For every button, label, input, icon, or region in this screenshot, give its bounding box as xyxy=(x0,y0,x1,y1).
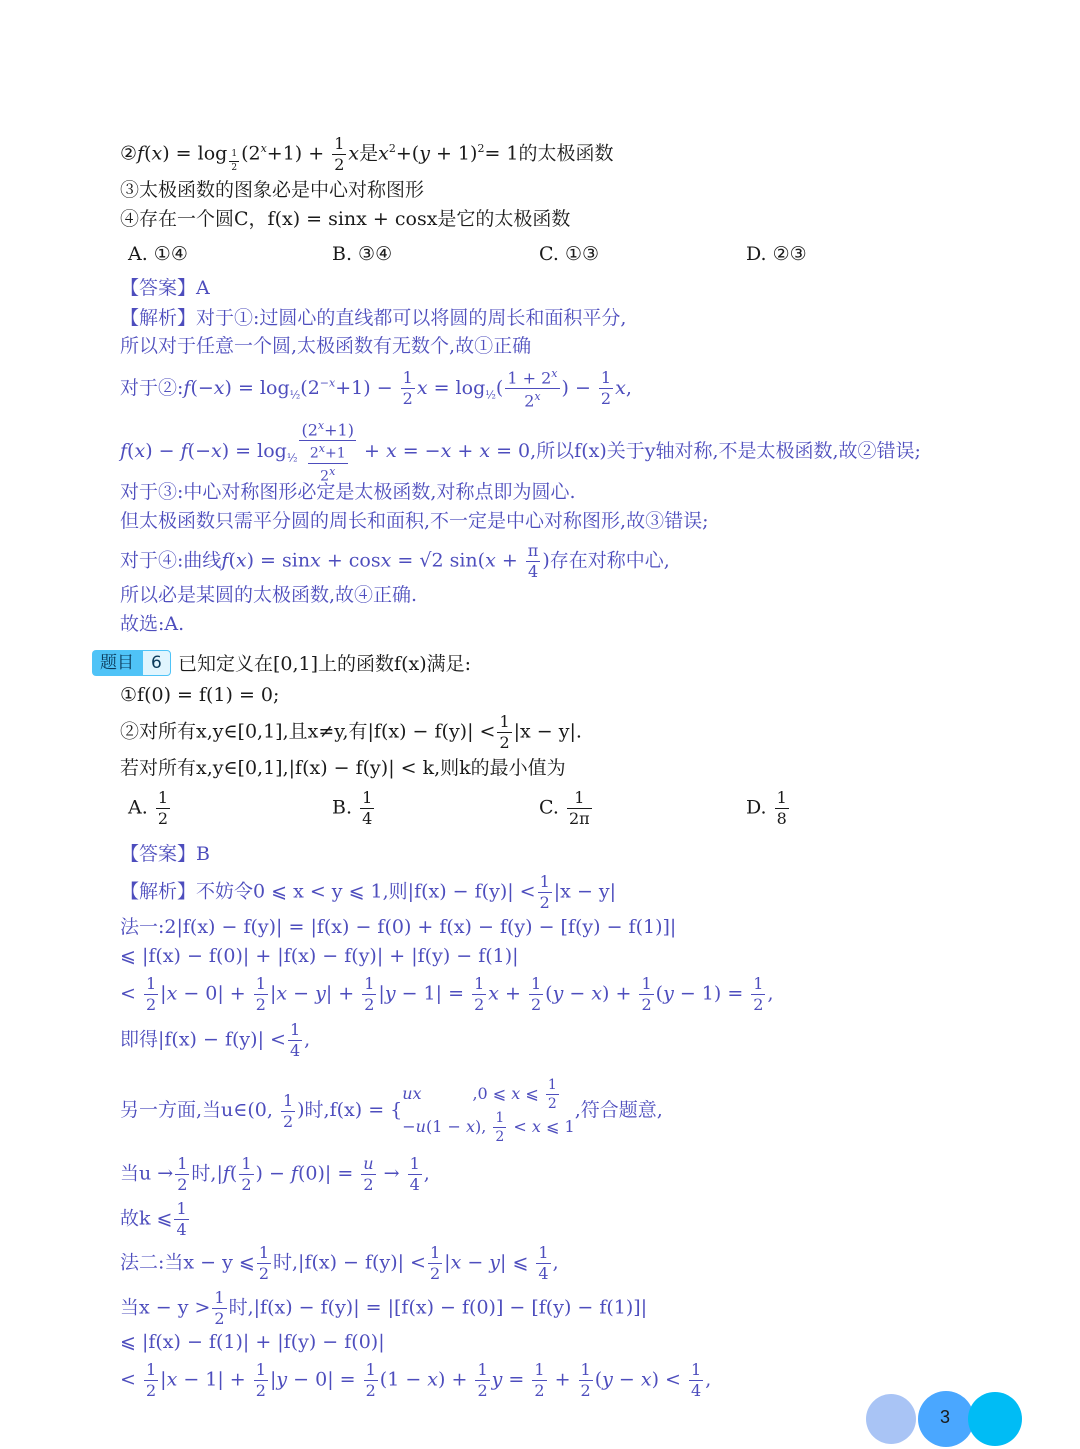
q6-solution-formula: 即得|f(x) − f(y)| < $\frac{1}{4}$ , xyxy=(120,1020,311,1060)
q5-choice-c[interactable]: C. ①③ xyxy=(539,243,600,265)
q6-solution-formula: 当x − y > $\frac{1}{2}$ 时,|f(x) − f(y)| = |[f(x) − f(0)] − [f(y) − f(1)]| xyxy=(120,1288,648,1328)
q5-solution-line: 但太极函数只需平分圆的周长和面积,不一定是中心对称图形,故③错误; xyxy=(120,510,709,532)
page-badge-right-circle xyxy=(968,1392,1022,1446)
q6-solution-formula: 【解析】不妨令0 ⩽ x < y ⩽ 1,则|f(x) − f(y)| < $\frac{1}{2}$ |x − y| xyxy=(120,872,617,912)
q5-statement-3: ③太极函数的图象必是中心对称图形 xyxy=(120,179,425,201)
q6-solution-formula: 法二:当x − y ⩽ $\frac{1}{2}$ 时,|f(x) − f(y)| < $\frac{1}{2}$ |x − y| ⩽ $\frac{1}{4}$ , xyxy=(120,1243,559,1283)
page-badge-left-circle xyxy=(866,1394,916,1444)
q5-solution-formula: 对于④:曲线f(x) = sinx + cosx = √2 sin(x + $\frac{\pi}{4}$ )存在对称中心, xyxy=(120,541,670,581)
page-number: 3 xyxy=(940,1407,951,1427)
q5-solution-line: 所以必是某圆的太极函数,故④正确. xyxy=(120,584,418,606)
q5-statement-2: ②f(x) = log $_{\frac{1}{2}}$ $(2^x+1)$ + $\frac{1}{2}$ x是$x^2+(y + 1)^2= 1$的太极函数 xyxy=(120,134,614,174)
q5-choice-b[interactable]: B. ③④ xyxy=(332,243,393,265)
q6-solution-formula: 当u → $\frac{1}{2}$ 时,|f( $\frac{1}{2}$ ) − f(0)| = $\frac{u}{2}$ → $\frac{1}{4}$ , xyxy=(120,1154,430,1194)
q6-condition-2: ②对所有x,y∈[0,1],且x≠y,有|f(x) − f(y)| < $\frac{1}{2}$ |x − y|. xyxy=(120,712,582,752)
q6-solution-formula: < $\frac{1}{2}$ |x − 0| + $\frac{1}{2}$ |x − y| + $\frac{1}{2}$ |y − 1| = $\frac{1}{2}$ x + $\frac{1}{2}$ (y − x) + $\frac{1}{2}$ (y − 1) = $\frac{1}{2}$ , xyxy=(120,974,774,1014)
question-tag-label: 题目 xyxy=(92,650,142,676)
q5-solution-formula: 对于②:f(−x) = $\log_{\frac{1}{2}}(2^{-x}+1)$ − $\frac{1}{2}$ $x = \log_{\frac{1}{2}}$( $\frac{1 + 2^x}{2^x}$ ) − $\frac{1}{2}$ x, xyxy=(120,367,632,411)
q6-question: 若对所有x,y∈[0,1],|f(x) − f(y)| < k,则k的最小值为 xyxy=(120,757,566,779)
q5-solution-formula: $f(x) - f(-x) = \log_{\frac{1}{2}}$ $\frac{(2^x+1)}{\frac{2^x+1}{2^x}}$ + x = −x + x = 0,所以f(x)关于y轴对称,不是太极函数,故②错误; xyxy=(120,419,921,485)
q6-choice-a[interactable]: A. $\frac{1}{2}$ xyxy=(128,788,168,828)
q5-solution-line: 所以对于任意一个圆,太极函数有无数个,故①正确 xyxy=(120,335,532,357)
question-tag xyxy=(92,650,171,676)
q6-solution-formula: 故k ⩽ $\frac{1}{4}$ xyxy=(120,1199,187,1239)
q5-answer: 【答案】A xyxy=(120,277,210,299)
q6-solution-line: ⩽ |f(x) − f(1)| + |f(y) − f(0)| xyxy=(120,1331,385,1353)
q5-statement-4: ④存在一个圆C，f(x) = sinx + cosx是它的太极函数 xyxy=(120,208,571,230)
q5-choice-d[interactable]: D. ②③ xyxy=(746,243,807,265)
q6-stem: 已知定义在[0,1]上的函数f(x)满足: xyxy=(178,653,472,675)
question-tag-number: 6 xyxy=(142,650,171,676)
q5-solution-line: 故选:A. xyxy=(120,613,185,635)
q6-choice-c[interactable]: C. $\frac{1}{2\pi}$ xyxy=(539,788,590,828)
q5-solution-line: 【解析】对于①:过圆心的直线都可以将圆的周长和面积平分, xyxy=(120,307,627,329)
q6-answer: 【答案】B xyxy=(120,843,210,865)
q6-choice-b[interactable]: B. $\frac{1}{4}$ xyxy=(332,788,373,828)
q6-condition-1: ①f(0) = f(1) = 0; xyxy=(120,684,280,706)
q6-solution-line: ⩽ |f(x) − f(0)| + |f(x) − f(y)| + |f(y) − f(1)| xyxy=(120,945,519,967)
q6-choice-d[interactable]: D. $\frac{1}{8}$ xyxy=(746,788,787,828)
q6-solution-piecewise: 另一方面,当u∈(0, $\frac{1}{2}$ )时,f(x) = { ux ,0 ⩽ x ⩽ $\frac{1}{2}$ −u(1 − x), $\frac{1}{2}$ < x ⩽ 1 ,符合题意, xyxy=(120,1077,663,1145)
q5-solution-line: 对于③:中心对称图形必定是太极函数,对称点即为圆心. xyxy=(120,481,576,503)
q6-solution-line: 法一:2|f(x) − f(y)| = |f(x) − f(0) + f(x) − f(y) − [f(y) − f(1)]| xyxy=(120,916,677,938)
q5-choice-a[interactable]: A. ①④ xyxy=(128,243,188,265)
q6-solution-formula: < $\frac{1}{2}$ |x − 1| + $\frac{1}{2}$ |y − 0| = $\frac{1}{2}$ (1 − x) + $\frac{1}{2}$ y = $\frac{1}{2}$ + $\frac{1}{2}$ (y − x) < $\frac{1}{4}$ , xyxy=(120,1360,712,1400)
